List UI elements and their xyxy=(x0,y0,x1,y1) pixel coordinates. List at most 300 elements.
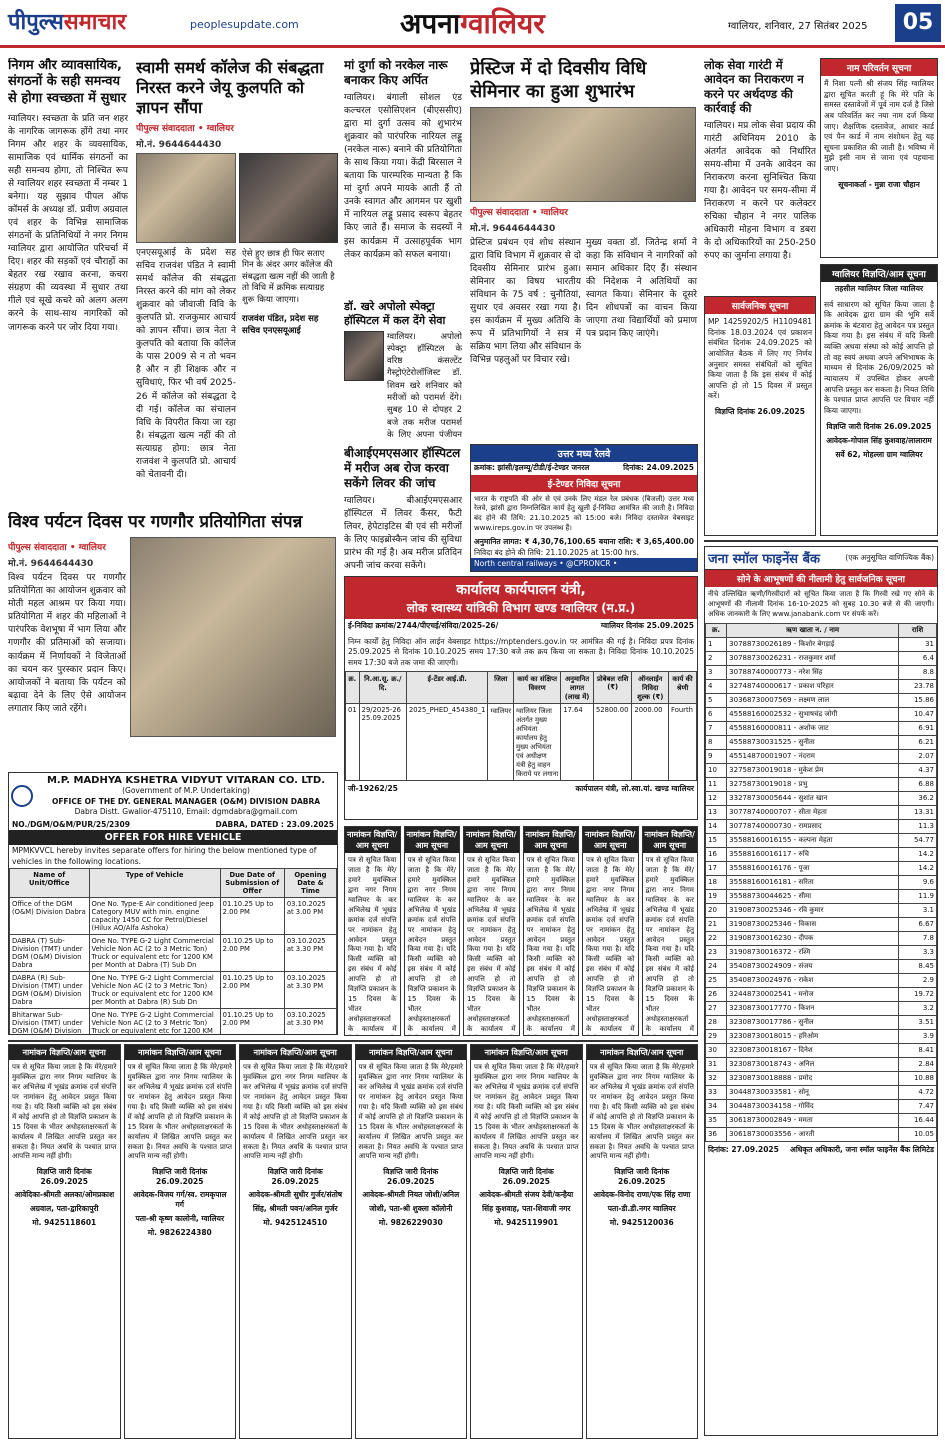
notice-sign: आवेदक-गोपाल सिंह कुशवाह/लालाराम xyxy=(826,435,932,445)
headline: स्वामी समर्थ कॉलेज की संबद्धता निरस्त करने जेयू कुलपति को ज्ञापन सौंपा xyxy=(136,58,324,117)
classified-notice xyxy=(8,1044,121,1439)
auction-table xyxy=(705,623,937,1142)
notice-mob: मो. 9425120036 xyxy=(609,1218,674,1228)
table-cell: 7.47 xyxy=(898,1099,936,1113)
table-row xyxy=(10,1009,337,1036)
byline: पीपुल्स संवाददाता • ग्वालियर xyxy=(136,124,234,134)
table-cell: 30788730026189 - किशोर बेगड़ाई xyxy=(727,637,899,651)
table-cell: 45588160000811 - अशोक जाट xyxy=(727,721,899,735)
table-cell: 30368730007569 - लक्ष्मण लाल xyxy=(727,693,899,707)
signature: राजवंश पंडित, प्रदेश सह सचिव एनएसयूआई xyxy=(242,314,319,336)
table-cell: One No. TYPE G-2 Light Commercial Vehicle Non AC (2 to 3 Metric Ton) Truck or equivalent etc for 1200 KM per Month at Dabra (T) Sub Dn xyxy=(89,935,220,972)
story-lokseva xyxy=(704,58,816,290)
table-cell: 54.77 xyxy=(898,833,936,847)
table-cell: 29 xyxy=(706,1029,727,1043)
classified-notice xyxy=(355,1044,468,1439)
table-cell: 19 xyxy=(706,889,727,903)
table-cell: 32308730018888 - प्रमोद xyxy=(727,1071,899,1085)
table-row xyxy=(706,1043,937,1057)
byline: पीपुल्स संवाददाता • ग्वालियर xyxy=(8,543,106,554)
notice-body: पत्र से सूचित किया जाता है कि मेरे/हमारे मुवक्किल द्वारा नगर निगम ग्वालियर के कर अभिलेख में भूखंड क्रमांक दर्ज संपत्ति पर नामांकन हेतु आवेदन प्रस्तुत किया गया है। यदि किसी व्यक्ति को इस संबंध में कोई आपत्ति हो तो विज्ञप्ति प्रकाशन के 15 दिवस के भीतर अधोहस्ताक्षरकर्ता के कार्यालय में लिखित आपत्ति प्रस्तुत कर सकता है। नियत अवधि के पश्चात प्राप्त आपत्ति मान्य नहीं होगी। xyxy=(358,1063,463,1161)
table-cell: One No. Type-E Air conditioned Jeep Category MUV with min. engine capacity 1450 CC for Petrol/Diesel (Hilux AO/Alfa Ashoka) xyxy=(89,898,220,935)
table-cell: 8.8 xyxy=(898,665,936,679)
table-cell: 01 xyxy=(346,704,360,781)
notice-mob: मो. 9826224380 xyxy=(147,1228,212,1238)
table-cell: 32308730018743 - अनिल xyxy=(727,1057,899,1071)
table-header: क्र. xyxy=(346,672,360,704)
table-cell: 27 xyxy=(706,1001,727,1015)
table-cell: 32748740000617 - प्रकाश परिहार xyxy=(727,679,899,693)
table-cell: 32448730002541 - मनोज xyxy=(727,987,899,1001)
notice-sign: विज्ञप्ति दिनांक 26.09.2025 xyxy=(715,407,805,417)
phed-body: निम्न कार्यों हेतु निविदा ऑन लाईन वेबसाइट https://mptenders.gov.in पर आमंत्रित की गई है। निविदा प्रपत्र दिनांक 25.09.2025 से दिनांक 10.10.2025 समय 17:30 बजे तक क्रय किया जा सकता है। निविदा दिनांक 10.10.2025 समय 17:30 बजे तक जमा की जाएगी। xyxy=(348,636,694,667)
notice-title: नामांकन विज्ञप्ति/आम सूचना xyxy=(464,827,519,853)
headline: प्रेस्टिज में दो दिवसीय विधि सेमिनार का हुआ शुभारंभ xyxy=(470,58,647,102)
table-row xyxy=(706,861,937,875)
table-cell: 24 xyxy=(706,959,727,973)
table-cell: 21 xyxy=(706,917,727,931)
notice-name: सिंह कुशवाह, पता-शिवाजी नगर xyxy=(482,1204,571,1214)
phed-footer-no: जी-19262/25 xyxy=(348,784,398,794)
notice-title: नामांकन विज्ञप्ति/आम सूचना xyxy=(587,1045,698,1060)
railway-date: दिनांक: 24.09.2025 xyxy=(623,463,694,472)
table-cell: 32308730017786 - सुनील xyxy=(727,1015,899,1029)
table-cell: 45588730031525 - सुनीता xyxy=(727,735,899,749)
table-cell: Fourth xyxy=(669,704,697,781)
table-cell: 3.9 xyxy=(898,1029,936,1043)
table-cell: 2025_PHED_454380_1 xyxy=(406,704,488,781)
phed-date: ग्वालियर दिनांक 25.09.2025 xyxy=(600,621,694,630)
table-cell: 30448730034158 - गोविंद xyxy=(727,1099,899,1113)
table-cell: 11.3 xyxy=(898,819,936,833)
story-body: प्रेस्टिज प्रबंधन एवं शोध संस्थान द्वारा विधि विभाग में शुक्रवार से दो दिवसीय सेमिनार प्रारंभ हुआ। सेमिनार का विषय भारतीय संविधान के 75 वर्ष : चुनौतियां, सुधार एवं अवसर रखा गया है। इस कार्यक्रम में मुख्य अतिथि के रूप में प्रतिभागियों ने सत्र में सक्रिय भाग लिया और संविधान के विभिन्न पहलुओं पर विचार रखे। xyxy=(470,238,581,366)
headline: विश्व पर्यटन दिवस पर गणगौर प्रतियोगिता संपन्न xyxy=(8,512,303,532)
table-cell: 11 xyxy=(706,777,727,791)
table-row xyxy=(706,791,937,805)
notice-title: नामांकन विज्ञप्ति/आम सूचना xyxy=(9,1045,120,1060)
table-header: ई-टेंडर आई.डी. xyxy=(406,672,488,704)
table-cell: 3.1 xyxy=(898,903,936,917)
table-cell: 2.07 xyxy=(898,749,936,763)
table-cell: 35408730024976 - राकेश xyxy=(727,973,899,987)
auction-body: नीचे उल्लिखित ऋणी/गिरवीदारों को सूचित किया जाता है कि गिरवी रखे गए सोने के आभूषणों की नीलामी दिनांक 16-10-2025 को सुबह 10.30 बजे से की जाएगी। अधिक जानकारी के लिए www.janabank.com पर संपर्क करें। xyxy=(708,590,934,618)
notice-mob: मो. 9826229030 xyxy=(378,1218,443,1228)
table-cell: 17.64 xyxy=(561,704,594,781)
divider xyxy=(8,1040,698,1042)
offer-title: OFFER FOR HIRE VEHICLE xyxy=(9,830,337,845)
table-header: कार्य का संक्षिप्त विवरण xyxy=(514,672,561,704)
table-cell: 6 xyxy=(706,707,727,721)
notice-body: पत्र से सूचित किया जाता है कि मेरे/हमारे मुवक्किल द्वारा नगर निगम ग्वालियर के कर अभिलेख में भूखंड क्रमांक दर्ज संपत्ति पर नामांकन हेतु आवेदन प्रस्तुत किया गया है। यदि किसी व्यक्ति को इस संबंध में कोई आपत्ति हो तो विज्ञप्ति प्रकाशन के 15 दिवस के भीतर अधोहस्ताक्षरकर्ता के कार्यालय में xyxy=(348,856,397,1033)
table-cell: 2.9 xyxy=(898,973,936,987)
news-photo xyxy=(136,153,236,243)
table-cell: 20 xyxy=(706,903,727,917)
table-cell: 35588160016176 - पूजा xyxy=(727,861,899,875)
table-header: जिला xyxy=(488,672,514,704)
table-cell: 33278730005644 - सुशांत खान xyxy=(727,791,899,805)
photo-pair xyxy=(136,153,338,243)
notice-title: नामांकन विज्ञप्ति/आम सूचना xyxy=(405,827,460,853)
notice-issued: विज्ञप्ति जारी दिनांक 26.09.2025 xyxy=(614,1167,670,1187)
table-cell: 30448730033581 - सोनू xyxy=(727,1085,899,1099)
table-cell: 03.10.2025 at 3.30 PM xyxy=(284,972,336,1009)
table-row xyxy=(346,704,697,781)
table-cell: 30788740000773 - नरेश सिंह xyxy=(727,665,899,679)
notice-title: नामांकन विज्ञप्ति/आम सूचना xyxy=(643,827,698,853)
railway-body: भारत के राष्ट्रपति की ओर से एवं उनके लिए मंडल रेल प्रबंधक (बिजली) उत्तर मध्य रेलवे, झांसी द्वारा निम्नलिखित कार्य हेतु खुली ई-निविदा आमंत्रित की जाती है। निविदा बंद होने की तिथि: 21.10.2025 को 15:00 बजे। निविदा दस्तावेज वेबसाइट www.ireps.gov.in पर उपलब्ध हैं। xyxy=(474,494,694,533)
notice-issued: विज्ञप्ति जारी दिनांक 26.09.2025 xyxy=(267,1167,323,1187)
table-cell: 32758730019018 - मुकेश प्रेम xyxy=(727,763,899,777)
table-header: Type of Vehicle xyxy=(89,869,220,898)
table-row xyxy=(706,959,937,973)
table-row xyxy=(706,777,937,791)
phed-title1: कार्यालय कार्यपालन यंत्री, xyxy=(456,582,586,598)
headline: डॉ. खरे अपोलो स्पेक्ट्रा हॉस्पिटल में कल देंगे सेवा xyxy=(344,300,446,327)
table-row xyxy=(10,898,337,935)
table-cell: 28 xyxy=(706,1015,727,1029)
dateline: ग्वालियर, शनिवार, 27 सितंबर 2025 xyxy=(728,21,868,32)
table-cell: 35 xyxy=(706,1113,727,1127)
notice-row-1 xyxy=(344,826,698,1036)
notice-body: पत्र से सूचित किया जाता है कि मेरे/हमारे मुवक्किल द्वारा नगर निगम ग्वालियर के कर अभिलेख में भूखंड क्रमांक दर्ज संपत्ति पर नामांकन हेतु आवेदन प्रस्तुत किया गया है। यदि किसी व्यक्ति को इस संबंध में कोई आपत्ति हो तो विज्ञप्ति प्रकाशन के 15 दिवस के भीतर अधोहस्ताक्षरकर्ता के कार्यालय में xyxy=(467,856,516,1033)
table-cell: 2.84 xyxy=(898,1057,936,1071)
auction-sign: अधिकृत अधिकारी, जना स्मॉल फाइनेंस बैंक लिमिटेड xyxy=(790,1144,934,1154)
story-body: ग्वालियर। स्वच्छता के प्रति जन शहर के नागरिक जागरूक होंगे तथा नगर निगम और शहर के व्यवसायिक, सामाजिक एवं धार्मिक संगठनों का सही समन्वय होगा, तो निश्चित रूप से ग्वालियर शहर स्वच्छता में नम्बर 1 बनेगा। यह सुझाव पीपल ऑफ कॉमर्स के अध्यक्ष डॉ. प्रवीण अग्रवाल एवं शहर के विभिन्न सामाजिक संगठनों के प्रतिनिधियों ने नगर निगम ग्वालियर द्वारा आयोजित परिचर्चा में दिए। शहर की सड़कों एवं चौराहों का बेहतर रख रखाव करना, कचरा संग्रहण की व्यवस्था में सुधार तथा गीले एवं सूखे कचरे को अलग अलग करने के साथ-साथ नागरिकों को जागरूक करने पर जोर दिया गया। xyxy=(8,113,128,333)
notice-title: नामांकन विज्ञप्ति/आम सूचना xyxy=(125,1045,236,1060)
table-cell: 03.10.2025 at 3.00 PM xyxy=(284,898,336,935)
notice-body: पत्र से सूचित किया जाता है कि मेरे/हमारे मुवक्किल द्वारा नगर निगम ग्वालियर के कर अभिलेख में भूखंड क्रमांक दर्ज संपत्ति पर नामांकन हेतु आवेदन प्रस्तुत किया गया है। यदि किसी व्यक्ति को इस संबंध में कोई आपत्ति हो तो विज्ञप्ति प्रकाशन के 15 दिवस के भीतर अधोहस्ताक्षरकर्ता के कार्यालय में लिखित आपत्ति प्रस्तुत कर सकता है। नियत अवधि के पश्चात प्राप्त आपत्ति मान्य नहीं होगी। xyxy=(127,1063,232,1161)
table-cell: One No. TYPE G-2 Light Commercial Vehicle Non AC (2 to 3 Metric Ton) Truck or equivalent etc for 1200 KM per Month at Dabra (R) Sub Dn xyxy=(89,972,220,1009)
seminar-photo xyxy=(470,107,696,202)
notice-subtitle: तहसील ग्वालियर जिला ग्वालियर xyxy=(834,284,924,293)
table-cell: 30618730002849 - ममता xyxy=(727,1113,899,1127)
table-cell: 9 xyxy=(706,749,727,763)
table-cell: 35588160016181 - सरिता xyxy=(727,875,899,889)
table-cell: 3.51 xyxy=(898,1015,936,1029)
table-cell: 14 xyxy=(706,819,727,833)
table-cell: 32758730019018 - प्रभु xyxy=(727,777,899,791)
notice-title: नामांकन विज्ञप्ति/आम सूचना xyxy=(471,1045,582,1060)
table-header: Due Date of Submission of Offer xyxy=(220,869,284,898)
notice-mob: मो. 9425118601 xyxy=(32,1218,97,1228)
headline: लोक सेवा गारंटी में आवेदन का निराकरण न करने पर अर्थदण्ड की कार्रवाई की xyxy=(704,58,804,116)
table-cell: 9.6 xyxy=(898,875,936,889)
bank-name: जना स्मॉल फाइनेंस बैंक xyxy=(708,552,821,567)
notice-body: पत्र से सूचित किया जाता है कि मेरे/हमारे मुवक्किल द्वारा नगर निगम ग्वालियर के कर अभिलेख में भूखंड क्रमांक दर्ज संपत्ति पर नामांकन हेतु आवेदन प्रस्तुत किया गया है। यदि किसी व्यक्ति को इस संबंध में कोई आपत्ति हो तो विज्ञप्ति प्रकाशन के 15 दिवस के भीतर अधोहस्ताक्षरकर्ता के कार्यालय में लिखित आपत्ति प्रस्तुत कर सकता है। नियत अवधि के पश्चात प्राप्त आपत्ति मान्य नहीं होगी। xyxy=(589,1063,694,1161)
table-row xyxy=(706,945,937,959)
company-sub: (Government of M.P. Undertaking) xyxy=(122,786,250,795)
classified-notice xyxy=(523,826,580,1036)
table-cell: 29/2025-26 25.09.2025 xyxy=(359,704,406,781)
classified-notice xyxy=(404,826,461,1036)
table-cell: 6.91 xyxy=(898,721,936,735)
story-hospital xyxy=(344,300,462,440)
notice-mob: मो. 9425124510 xyxy=(263,1218,328,1228)
table-cell: 30778740000707 - सीता मेहता xyxy=(727,805,899,819)
notice-issued: विज्ञप्ति जारी दिनांक 26.09.2025 xyxy=(36,1167,92,1187)
table-row xyxy=(706,931,937,945)
company-office: OFFICE OF THE DY. GENERAL MANAGER (O&M) DIVISION DABRA xyxy=(51,796,321,806)
name-change-notice xyxy=(820,58,938,258)
notice-sign: आवेदक-विनोद राणा/एक सिंह राणा xyxy=(593,1190,691,1200)
table-cell: 4.37 xyxy=(898,763,936,777)
table-cell: 25 xyxy=(706,973,727,987)
table-cell: 30778740000730 - रामप्रसाद xyxy=(727,819,899,833)
notice-name: पता-डी.डी.नगर ग्वालियर xyxy=(607,1204,676,1214)
table-header: अनुमानित लागत (लाख में) xyxy=(561,672,594,704)
table-header: प्रोबेबल राशि (₹) xyxy=(593,672,631,704)
page-number: 05 xyxy=(895,4,941,42)
table-cell: Bhitarwar Sub-Division (TMT) under DGM (O&M) Division xyxy=(10,1009,90,1036)
notice-body: पत्र से सूचित किया जाता है कि मेरे/हमारे मुवक्किल द्वारा नगर निगम ग्वालियर के कर अभिलेख में भूखंड क्रमांक दर्ज संपत्ति पर नामांकन हेतु आवेदन प्रस्तुत किया गया है। यदि किसी व्यक्ति को इस संबंध में कोई आपत्ति हो तो विज्ञप्ति प्रकाशन के 15 दिवस के भीतर अधोहस्ताक्षरकर्ता के कार्यालय में xyxy=(586,856,635,1033)
table-row xyxy=(706,917,937,931)
notice-issued: विज्ञप्ति जारी दिनांक 26.09.2025 xyxy=(152,1167,208,1187)
company-name: M.P. MADHYA KSHETRA VIDYUT VITARAN CO. LTD. xyxy=(46,775,326,786)
table-cell: 23 xyxy=(706,945,727,959)
notice-sign: आवेदक-श्रीमती नियत जोशी/अनिल xyxy=(362,1190,460,1200)
table-cell: 17 xyxy=(706,861,727,875)
table-cell: 31908730025346 - विकास xyxy=(727,917,899,931)
table-row xyxy=(706,833,937,847)
table-row xyxy=(706,679,937,693)
table-cell: 35588160016155 - कल्पना मेहता xyxy=(727,833,899,847)
logo-text-a: पीपुल्स xyxy=(8,10,64,35)
railway-cost: अनुमानित लागत: ₹ 4,30,76,100.65 xyxy=(474,537,596,547)
byline: पीपुल्स संवाददाता • ग्वालियर xyxy=(470,208,568,218)
table-cell: 33 xyxy=(706,1085,727,1099)
table-cell: 32 xyxy=(706,1071,727,1085)
headline: बीआईएमएसआर हॉस्पिटल में मरीज अब रोज करवा सकेंगे लिवर की जांच xyxy=(344,446,461,490)
mpkvvcl-offer xyxy=(8,772,338,1035)
story-body: विश्व पर्यटन दिवस पर गणगौर प्रतियोगिता का आयोजन शुक्रवार को मोती महल आश्रम पर किया गया। प्रतियोगिता में शहर की महिलाओं ने पारंपरिक वेशभूषा में भाग लिया और गणगौर की प्रतिमाओं को सजाया। कार्यक्रम में निर्णायकों ने विजेताओं का चयन कर पुरस्कार प्रदान किए। आयोजकों ने बताया कि पर्यटन को बढ़ावा देने के लिए ऐसे आयोजन लगातार किए जाते रहेंगे। xyxy=(8,573,126,714)
table-cell: 26 xyxy=(706,987,727,1001)
table-row xyxy=(706,637,937,651)
table-cell: 45514870001907 - नंदराम xyxy=(727,749,899,763)
classified-notice xyxy=(463,826,520,1036)
notice-title: ग्वालियर विज्ञप्ति/आम सूचना xyxy=(821,265,937,282)
table-row xyxy=(706,1099,937,1113)
table-header: राशि xyxy=(898,623,936,637)
story-body: ग्वालियर। मप्र लोक सेवा प्रदाय की गारंटी अधिनियम 2010 के अंतर्गत आवेदक को निर्धारित समय-सीमा में उनके आवेदन का निराकरण करना सुनिश्चित किया गया है। आवेदन पर समय-सीमा में निराकरण न करने पर कलेक्टर रुचिका चौहान ने नगर पालिक अधिकारी मोहना विभाग व डबरा के दो अधिकारियों का 250-250 रुपए का जुर्माना लगाया है। xyxy=(704,120,816,261)
table-row xyxy=(706,665,937,679)
auction-date: दिनांक: 27.09.2025 xyxy=(708,1144,779,1154)
table-cell: 36 xyxy=(706,1127,727,1141)
jana-bank-auction xyxy=(704,546,938,1436)
phone: मो.नं. 9644644430 xyxy=(8,559,94,570)
table-cell: 11.9 xyxy=(898,889,936,903)
table-cell: 35408730024909 - संजय xyxy=(727,959,899,973)
table-row xyxy=(706,847,937,861)
table-cell: 22 xyxy=(706,931,727,945)
table-row xyxy=(706,763,937,777)
masthead xyxy=(0,0,945,48)
table-row xyxy=(706,1071,937,1085)
notice-name: पता-श्री कृष्ण कालोनी, ग्वालियर xyxy=(135,1214,225,1224)
phed-table xyxy=(345,671,697,781)
table-cell: Office of the DGM (O&M) Division Dabra xyxy=(10,898,90,935)
table-cell: 13 xyxy=(706,805,727,819)
table-cell: 7 xyxy=(706,721,727,735)
story-body: ग्वालियर। अपोलो स्पेक्ट्रा हॉस्पिटल के वरिष्ठ कंसल्टेंट गैस्ट्रोएंटेरोलॉजिस्ट डॉ. शिवम खरे शनिवार को मरीजों को परामर्श देंगे। सुबह 10 से दोपहर 2 बजे तक मरीज परामर्श के लिए अपना पंजीयन xyxy=(387,331,462,440)
table-row xyxy=(706,973,937,987)
story-seminar xyxy=(470,58,698,438)
table-cell: 31908730016230 - दीपक xyxy=(727,931,899,945)
table-row xyxy=(706,889,937,903)
headline: निगम और व्यावसायिक, संगठनों के सही समन्वय से होगा स्वच्छता में सुधार xyxy=(8,58,127,106)
story-body: एनएसयूआई के प्रदेश सह सचिव राजवंश पंडित ने स्वामी समर्थ कॉलेज की संबद्धता निरस्त करने की मांग को लेकर शुक्रवार को जीवाजी विवि के कुलपति प्रो. राजकुमार आचार्य को ज्ञापन सौंपा। छात्र नेता ने कुलपति को बताया कि कॉलेज के पास 2009 से न तो भवन है और न ही शिक्षक और न सुविधाएं, फिर भी वर्ष 2025-26 में कॉलेज को संबद्धता दे दी गई। कॉलेज का संचालन विधि के विपरीत किया जा रहा है। संबद्धता खत्म नहीं की तो सत्याग्रह होगा: छात्र नेता राजवंश ने कुलपति प्रो. आचार्य को चेतावनी दी। xyxy=(136,248,236,480)
table-cell: 01.10.25 Up to 2.00 PM xyxy=(220,972,284,1009)
table-cell: 31908730025346 - रवि कुमार xyxy=(727,903,899,917)
table-row xyxy=(10,935,337,972)
railway-close: निविदा बंद होने की तिथि: 21.10.2025 at 15:00 hrs. xyxy=(474,547,639,557)
classified-notice xyxy=(344,826,401,1036)
offer-ref: NO./DGM/O&M/PUR/25/2309 xyxy=(12,819,130,829)
table-header: ऋण खाता न. / नाम xyxy=(727,623,899,637)
section-title-a: अपना xyxy=(400,7,461,40)
table-cell: 01.10.25 Up to 2.00 PM xyxy=(220,898,284,935)
railway-title: ई-टेण्डर निविदा सूचना xyxy=(471,475,697,492)
table-row xyxy=(706,721,937,735)
notice-title: नामांकन विज्ञप्ति/आम सूचना xyxy=(345,827,400,853)
notice-title: नामांकन विज्ञप्ति/आम सूचना xyxy=(583,827,638,853)
table-cell: 32308730017770 - किशन xyxy=(727,1001,899,1015)
doctor-photo xyxy=(344,331,384,381)
table-row xyxy=(706,651,937,665)
table-row xyxy=(706,1001,937,1015)
table-header: ऑनलाईन निविदा शुल्क (₹) xyxy=(632,672,669,704)
notice-title: नामांकन विज्ञप्ति/आम सूचना xyxy=(240,1045,351,1060)
railway-footer[interactable]: North central railways • @CPRONCR • xyxy=(471,558,697,572)
table-header: क्र. xyxy=(706,623,727,637)
table-row xyxy=(706,819,937,833)
table-cell: 10.88 xyxy=(898,1071,936,1085)
notice-sign: आवेदिका-श्रीमती अलका/ओमप्रकाश xyxy=(14,1190,115,1200)
table-row xyxy=(706,1029,937,1043)
offer-intro: MPMKVVCL hereby invites separate offers for hiring the below mentioned type of vehicles in the following locations. xyxy=(12,846,317,866)
table-row xyxy=(706,1015,937,1029)
table-cell: 12 xyxy=(706,791,727,805)
table-cell: 19.72 xyxy=(898,987,936,1001)
offer-date: DABRA, DATED : 23.09.2025 xyxy=(215,819,334,829)
table-cell: 5 xyxy=(706,693,727,707)
notice-body: पत्र से सूचित किया जाता है कि मेरे/हमारे मुवक्किल द्वारा नगर निगम ग्वालियर के कर अभिलेख में भूखंड क्रमांक दर्ज संपत्ति पर नामांकन हेतु आवेदन प्रस्तुत किया गया है। यदि किसी व्यक्ति को इस संबंध में कोई आपत्ति हो तो विज्ञप्ति प्रकाशन के 15 दिवस के भीतर अधोहस्ताक्षरकर्ता के कार्यालय में xyxy=(407,856,456,1033)
table-cell: 4.72 xyxy=(898,1085,936,1099)
classified-notice xyxy=(470,1044,583,1439)
notice-body: पत्र से सूचित किया जाता है कि मेरे/हमारे मुवक्किल द्वारा नगर निगम ग्वालियर के कर अभिलेख में भूखंड क्रमांक दर्ज संपत्ति पर नामांकन हेतु आवेदन प्रस्तुत किया गया है। यदि किसी व्यक्ति को इस संबंध में कोई आपत्ति हो तो विज्ञप्ति प्रकाशन के 15 दिवस के भीतर अधोहस्ताक्षरकर्ता के कार्यालय में xyxy=(645,856,694,1033)
railway-ref: क्रमांक: झांसी/इलम्यू/टीडी/ई-टेण्डर जनरल xyxy=(474,463,590,472)
table-row xyxy=(706,1057,937,1071)
table-cell: 7.8 xyxy=(898,931,936,945)
notice-row-2 xyxy=(8,1044,698,1439)
story-body: ग्वालियर। बीआईएमएसआर हॉस्पिटल में लिवर कैंसर, फैटी लिवर, हेपेटाइटिस बी एवं सी मरीजों के लिए फाइब्रोस्कैन जांच की सुविधा प्रारंभ की गई है। अब मरीज प्रतिदिन अपनी जांच करवा सकेंगे। xyxy=(344,496,462,572)
section-title-b: ग्वालियर xyxy=(460,7,545,40)
table-cell: DABRA (R) Sub-Division (TMT) under DGM (O&M) Division Dabra xyxy=(10,972,90,1009)
story-tourism xyxy=(8,512,336,767)
vehicle-table xyxy=(9,868,337,1035)
table-row xyxy=(706,805,937,819)
table-cell: 34 xyxy=(706,1099,727,1113)
table-cell: 6.4 xyxy=(898,651,936,665)
classified-notice xyxy=(642,826,699,1036)
spacer xyxy=(704,540,938,542)
table-cell: 30 xyxy=(706,1043,727,1057)
table-cell: 31 xyxy=(898,637,936,651)
table-cell: 14.2 xyxy=(898,847,936,861)
notice-sign: सर्वे 62, मोहल्ला ग्राम ग्वालियर xyxy=(835,449,923,459)
table-cell: 10.47 xyxy=(898,707,936,721)
notice-title: सार्वजनिक सूचना xyxy=(705,297,815,314)
table-cell: 18 xyxy=(706,875,727,889)
classified-notice xyxy=(586,1044,699,1439)
table-cell: 13.31 xyxy=(898,805,936,819)
newspaper-logo[interactable] xyxy=(8,6,126,36)
notice-body: सर्व साधारण को सूचित किया जाता है कि आवेदक द्वारा ग्राम की भूमि सर्वे क्रमांक के बंटवारा हेतु आवेदन पत्र प्रस्तुत किया गया है। इस संबंध में यदि किसी व्यक्ति अथवा संस्था को कोई आपत्ति हो तो वह स्वयं अथवा अपने अभिभाषक के माध्यम से दिनांक 26/09/2025 को न्यायालय में उपस्थित होकर अपनी आपत्ति प्रस्तुत कर सकता है। नियत तिथि के पश्चात प्राप्त आपत्ति पर विचार नहीं किया जाएगा। xyxy=(824,299,934,415)
story-cleanliness xyxy=(8,58,128,516)
notice-sign: विज्ञप्ति जारी दिनांक 26.09.2025 xyxy=(826,421,932,431)
table-cell: 23.78 xyxy=(898,679,936,693)
table-cell: 32308730018015 - हरिओम xyxy=(727,1029,899,1043)
notice-body: पत्र से सूचित किया जाता है कि मेरे/हमारे मुवक्किल द्वारा नगर निगम ग्वालियर के कर अभिलेख में भूखंड क्रमांक दर्ज संपत्ति पर नामांकन हेतु आवेदन प्रस्तुत किया गया है। यदि किसी व्यक्ति को इस संबंध में कोई आपत्ति हो तो विज्ञप्ति प्रकाशन के 15 दिवस के भीतर अधोहस्ताक्षरकर्ता के कार्यालय में xyxy=(526,856,575,1033)
table-cell: 31908730016372 - रश्मि xyxy=(727,945,899,959)
table-cell: One No. TYPE G-2 Light Commercial Vehicle Non AC (2 to 3 Metric Ton) Truck or equivalent etc for 1200 KM xyxy=(89,1009,220,1036)
photo-caption: ऐसे हुए छात्र ही फिर सताए गिन के अंदर अगर कॉलेज की संबद्धता खत्म नहीं की जाती है तो विधि में क्रमिक सत्याग्रह शुरू किया जाएगा। xyxy=(242,249,335,305)
notice-title: नामांकन विज्ञप्ति/आम सूचना xyxy=(524,827,579,853)
table-cell: 36.2 xyxy=(898,791,936,805)
table-header: Opening Date & Time xyxy=(284,869,336,898)
tourism-photo xyxy=(130,537,336,737)
company-address: Dabra Distt. Gwalior-475110, Email: dgmdabra@gmail.com xyxy=(74,807,298,816)
notice-body: पत्र से सूचित किया जाता है कि मेरे/हमारे मुवक्किल द्वारा नगर निगम ग्वालियर के कर अभिलेख में भूखंड क्रमांक दर्ज संपत्ति पर नामांकन हेतु आवेदन प्रस्तुत किया गया है। यदि किसी व्यक्ति को इस संबंध में कोई आपत्ति हो तो विज्ञप्ति प्रकाशन के 15 दिवस के भीतर अधोहस्ताक्षरकर्ता के कार्यालय में लिखित आपत्ति प्रस्तुत कर सकता है। नियत अवधि के पश्चात प्राप्त आपत्ति मान्य नहीं होगी। xyxy=(243,1063,348,1161)
table-cell: 8.41 xyxy=(898,1043,936,1057)
table-cell: 1 xyxy=(706,637,727,651)
table-cell: 16 xyxy=(706,847,727,861)
notice-sign: सूचनाकर्ता - मुन्ना राजा चौहान xyxy=(838,179,920,189)
table-cell: 30618730003556 - आरती xyxy=(727,1127,899,1141)
table-header: नि.आ.सू. क्र./दि. xyxy=(359,672,406,704)
table-cell: 52800.00 xyxy=(593,704,631,781)
notice-name: अग्रवाल, पता-द्वारिकापुरी xyxy=(30,1204,99,1214)
table-cell: 03.10.2025 at 3.30 PM xyxy=(284,1009,336,1036)
notice-name: जोशी, पता-श्री शुक्ला कॉलोनी xyxy=(369,1204,453,1214)
table-row xyxy=(706,735,937,749)
story-coconut xyxy=(344,58,462,296)
table-cell: 30788730026231 - राजकुमार शर्मा xyxy=(727,651,899,665)
table-cell: 6.21 xyxy=(898,735,936,749)
phed-tender xyxy=(344,576,698,820)
table-cell: 8 xyxy=(706,735,727,749)
notice-name: सिंह, श्रीमती पवन/अनिल गुर्जर xyxy=(252,1204,338,1214)
notice-issued: विज्ञप्ति जारी दिनांक 26.09.2025 xyxy=(383,1167,439,1187)
table-cell: 3.3 xyxy=(898,945,936,959)
website-link[interactable]: peoplesupdate.com xyxy=(190,18,299,31)
auction-title: सोने के आभूषणों की नीलामी हेतु सार्वजनिक सूचना xyxy=(705,570,937,587)
phone: मो.नं. 9644644430 xyxy=(470,224,556,234)
table-cell: 4 xyxy=(706,679,727,693)
table-row xyxy=(706,1113,937,1127)
table-cell: 3 xyxy=(706,665,727,679)
table-row xyxy=(706,987,937,1001)
story-body: ग्वालियर। बंगाली सोशल एंड कल्चरल एसोसिएशन (बीएससीए) द्वारा मां दुर्गा उत्सव को शुभारंभ शुक्रवार को पारंपरिक नारियल लड्डू (नरकेल नारू) बनाने की प्रतियोगिता के साथ किया गया। केंद्री बिरसाल ने बताया कि पारम्परिक मान्यता है कि मां दुर्गा अपने मायके आती हैं तो उनके स्वागत और आगमन पर खुशी में नारियल लड्डू प्रसाद स्वरूप बेहतर किए जाते हैं। समाज के सदस्यों ने इस कार्यक्रम में उत्साहपूर्वक भाग लेकर कार्यक्रम को सफल बनाया। xyxy=(344,93,462,260)
company-logo-icon xyxy=(11,785,33,807)
table-cell: 2000.00 xyxy=(632,704,669,781)
phed-title2: लोक स्वास्थ्य यांत्रिकी विभाग खण्ड ग्वालियर (म.प्र.) xyxy=(406,601,636,615)
table-cell: 8.45 xyxy=(898,959,936,973)
table-cell: 01.10.25 Up to 2.00 PM xyxy=(220,935,284,972)
notice-title: नाम परिवर्तन सूचना xyxy=(821,59,937,76)
table-cell: 2 xyxy=(706,651,727,665)
section-title xyxy=(400,4,545,42)
table-cell: 16.44 xyxy=(898,1113,936,1127)
